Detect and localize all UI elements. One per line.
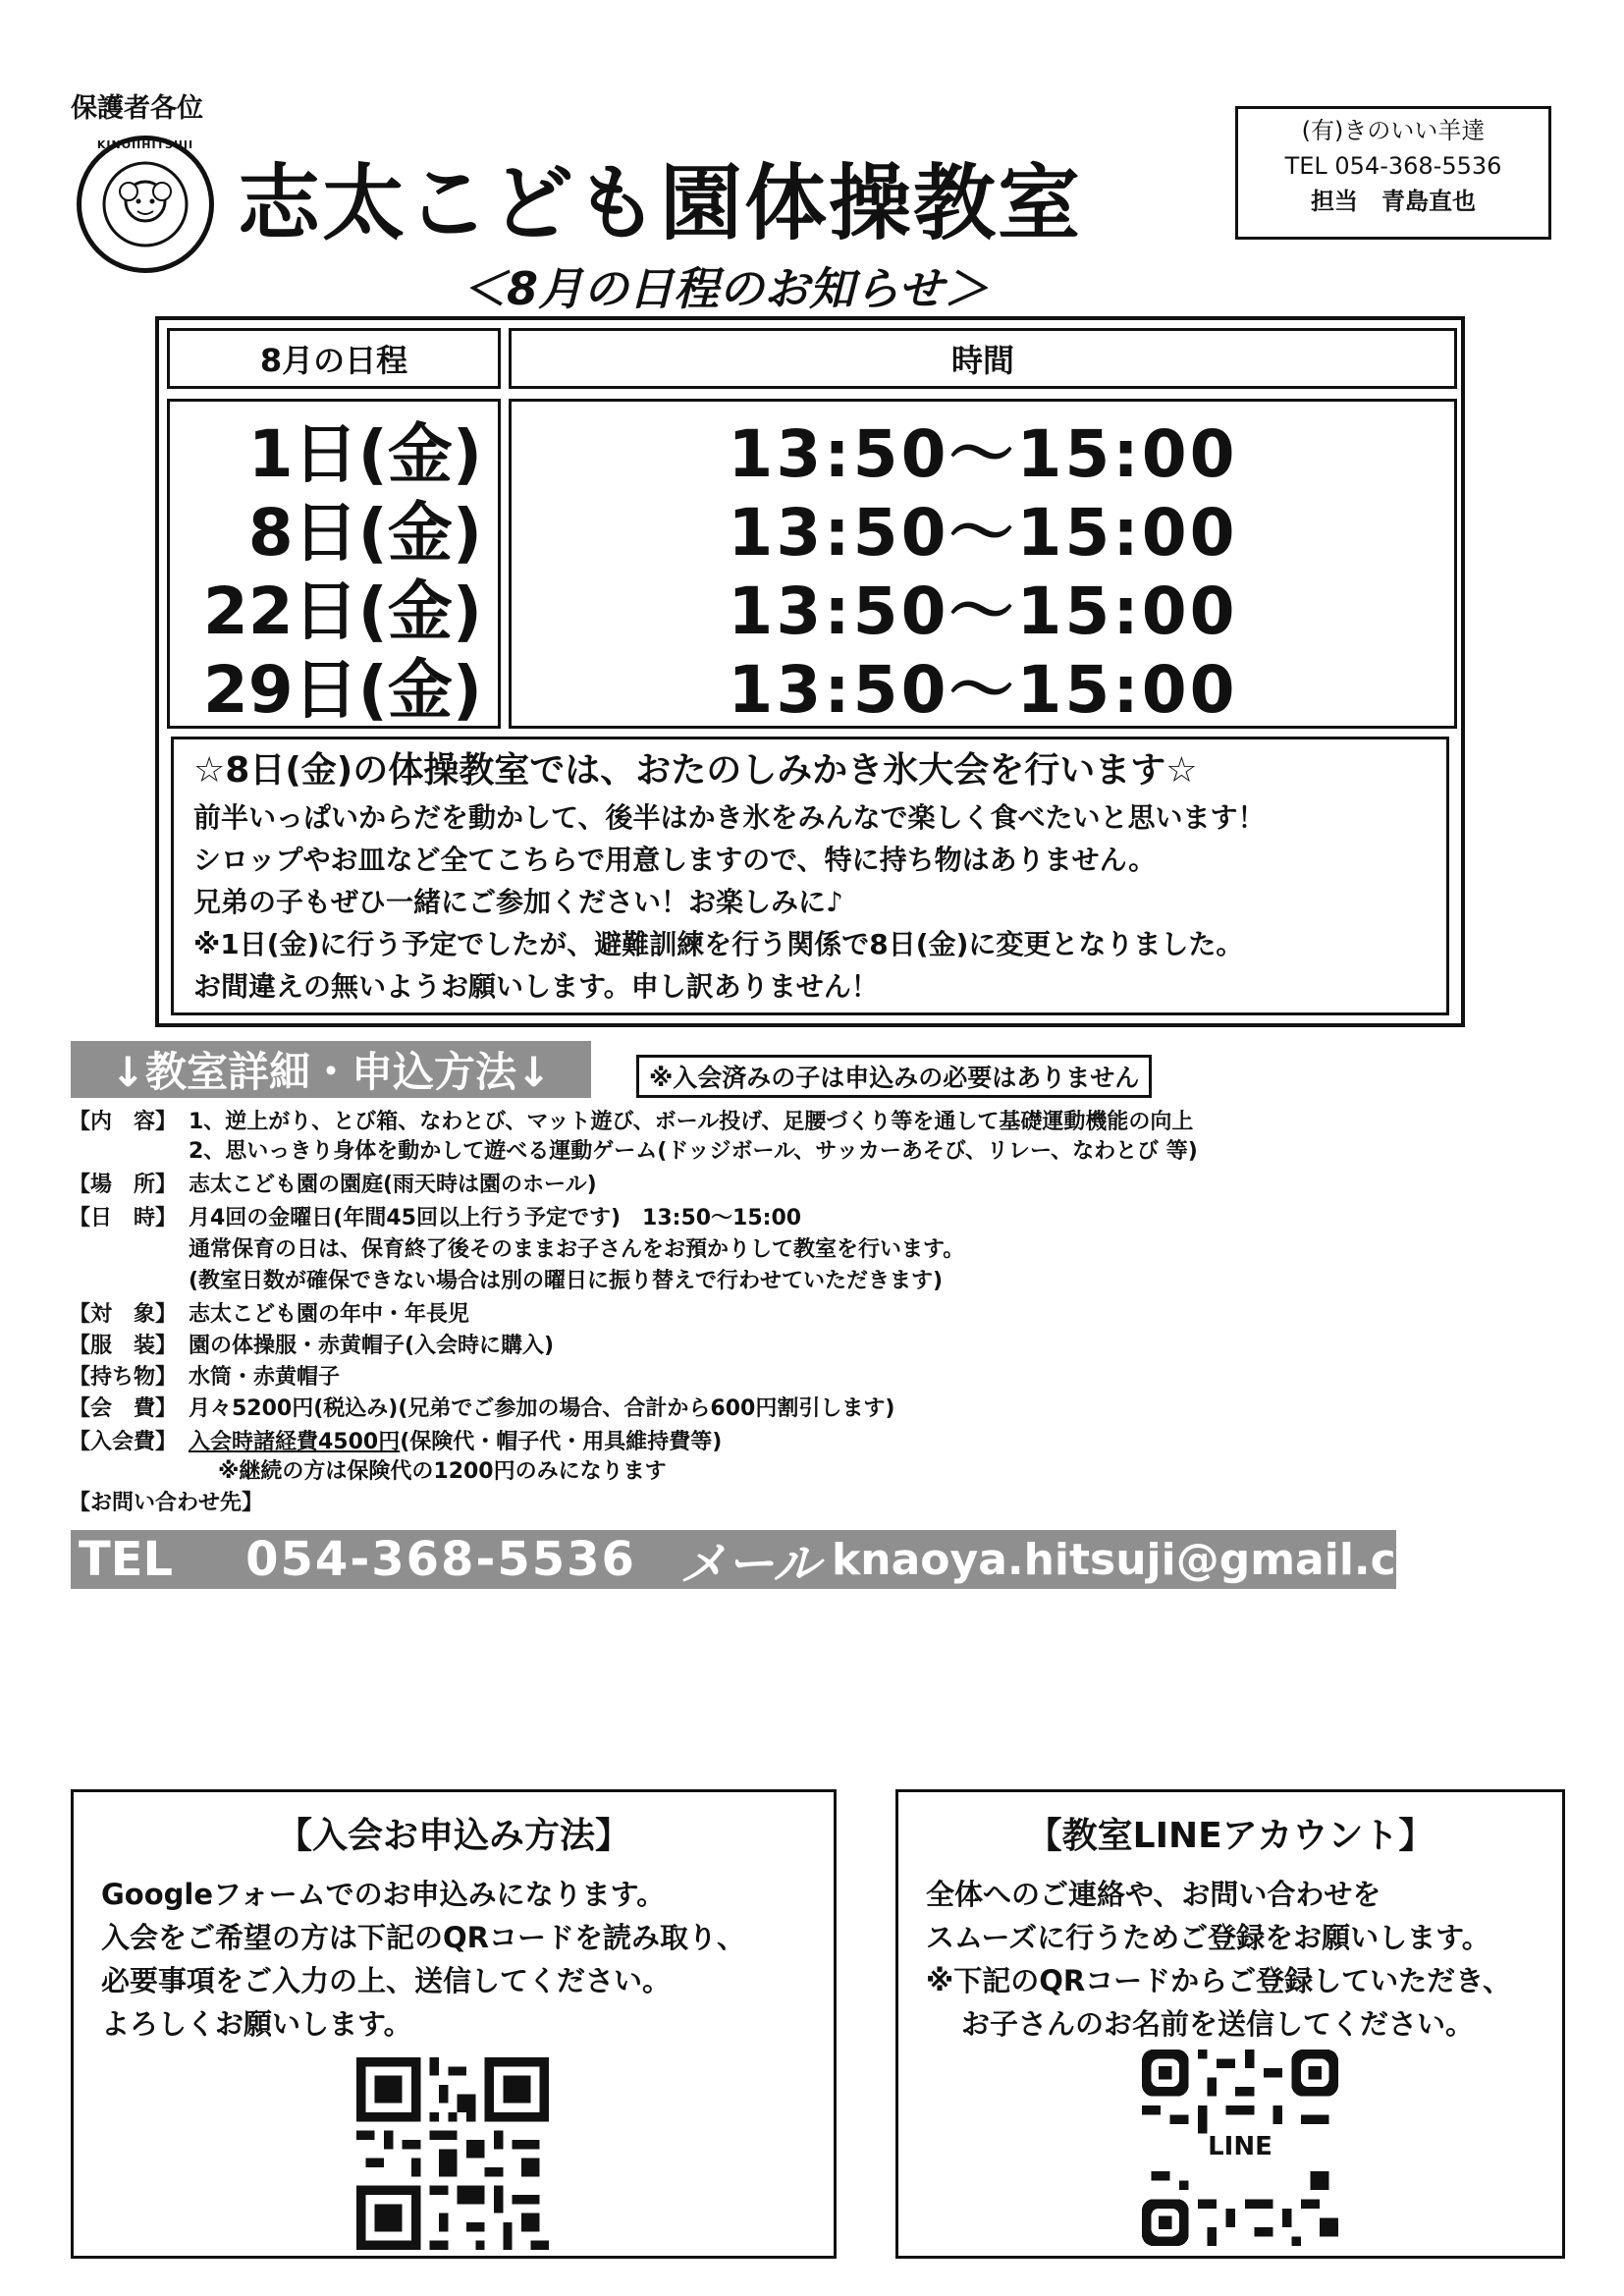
line-account-line: ※下記のQRコードからご登録していただき、 [926,1964,1512,1997]
event-notice-box [171,737,1449,1015]
detail-row [69,1108,1193,1137]
join-method-title: 【入会お申込み方法】 [276,1816,630,1856]
company-tel: TEL 054-368-5536 [1284,152,1502,180]
company-info-box [1235,106,1551,240]
event-notice-line: ※1日(金)に行う予定でしたが、避難訓練を行う関係で8日(金)に変更となりました。 [193,928,1244,960]
event-notice-line: お間違えの無いようお願いします。申し訳ありません！ [193,970,879,1003]
detail-label: 【対 象】 [69,1302,178,1327]
detail-row [69,1300,469,1330]
entry-fee-note: ※継続の方は保険代の1200円のみになります [218,1459,667,1484]
entry-fee-breakdown: (保険代・帽子代・用具維持費等) [400,1430,723,1454]
detail-value: 1、逆上がり、とび箱、なわとび、マット遊び、ボール投げ、足腰づくり等を通して基礎運動機能の向上 [189,1110,1194,1134]
detail-value: (教室日数が確保できない場合は別の曜日に振り替えで行わせていただきます) [189,1269,944,1293]
details-note: ※入会済みの子は申込みの必要はありません [636,1055,1152,1098]
schedule-date-column [167,399,501,729]
detail-label: 【持ち物】 [69,1365,178,1390]
schedule-time: 13:50〜15:00 [728,416,1238,492]
join-method-line: Googleフォームでのお申込みになります。 [101,1878,666,1911]
inquiry-label: 【お問い合わせ先】 [69,1491,264,1515]
page-title: 志太こども園体操教室 [238,155,1083,251]
detail-label: 【日 時】 [69,1206,178,1230]
detail-label: 【入会費】 [69,1430,178,1454]
logo-text: KINOIIHITSUJI [96,138,194,151]
join-method-box [71,1789,837,2259]
line-account-line: お子さんのお名前を送信してください。 [961,2007,1475,2041]
join-method-line: よろしくお願いします。 [101,2007,412,2041]
schedule-time-column [509,399,1457,729]
detail-row-fee [69,1428,722,1457]
event-notice-line: シロップやお皿など全てこちらで用意しますので、特に持ち物はありません。 [193,844,1157,876]
schedule-time: 13:50〜15:00 [728,495,1238,571]
detail-value: 志太こども園の年中・年長児 [189,1302,470,1327]
detail-label: 【内 容】 [69,1110,178,1134]
detail-label: 【場 所】 [69,1173,178,1197]
detail-value: 園の体操服・赤黄帽子(入会時に購入) [189,1334,555,1358]
join-method-line: 入会をご希望の方は下記のQRコードを読み取り、 [101,1921,745,1954]
schedule-date: 1日(金) [247,416,482,492]
detail-value: 通常保育の日は、保育終了後そのままお子さんをお預かりして教室を行います。 [189,1237,965,1262]
recipient-text: 保護者各位 [71,93,203,124]
schedule-date: 29日(金) [202,652,482,728]
detail-value: 月4回の金曜日(年間45回以上行う予定です) 13:50〜15:00 [189,1206,802,1230]
line-qr-label: LINE [1208,2132,1272,2161]
schedule-date: 8日(金) [247,495,482,571]
detail-label: 【服 装】 [69,1334,178,1358]
join-method-line: 必要事項をご入力の上、送信してください。 [101,1964,672,1997]
detail-value: 志太こども園の園庭(雨天時は園のホール) [189,1173,597,1197]
page-subtitle: ＜8月の日程のお知らせ＞ [461,262,989,315]
detail-row [69,1363,340,1393]
company-name: (有)きのいい羊達 [1301,117,1486,144]
event-notice-line: 兄弟の子もぜひ一緒にご参加ください！お楽しみに♪ [193,886,843,918]
event-notice-heading: ☆8日(金)の体操教室では、おたのしみかき氷大会を行います☆ [193,750,1198,791]
contact-mail[interactable]: knaoya.hitsuji@gmail.com [832,1534,1471,1585]
line-account-box [895,1789,1565,2259]
contact-tel[interactable]: 054-368-5536 [245,1532,636,1587]
contact-mail-label: メール [678,1536,820,1592]
schedule-header-time: 時間 [509,328,1457,389]
schedule-table [155,316,1465,1027]
company-contact: 担当 青島直也 [1311,188,1476,215]
line-account-title: 【教室LINEアカウント】 [1026,1816,1435,1856]
detail-row [69,1267,943,1296]
contact-tel-label: TEL [79,1532,174,1587]
line-account-line: スムーズに行うためご登録をお願いします。 [926,1921,1490,1954]
google-form-qr-code[interactable] [356,2057,549,2250]
schedule-header-date: 8月の日程 [167,328,501,389]
detail-row [69,1171,597,1200]
entry-fee-value: 入会時諸経費4500円 [189,1430,401,1454]
detail-label: 【会 費】 [69,1396,178,1421]
detail-row [69,1137,1198,1167]
sheep-logo [77,136,214,273]
detail-row [69,1204,801,1233]
event-notice-line: 前半いっぱいからだを動かして、後半はかき氷をみんなで楽しく食べたいと思います！ [193,801,1266,834]
detail-row [69,1394,894,1424]
detail-value: 水筒・赤黄帽子 [189,1365,341,1390]
detail-value: 月々5200円(税込み)(兄弟でご参加の場合、合計から600円割引します) [189,1396,895,1421]
details-section-title: ↓教室詳細・申込方法↓ [71,1041,591,1098]
schedule-time: 13:50〜15:00 [728,652,1238,728]
schedule-date: 22日(金) [202,574,482,649]
schedule-time: 13:50〜15:00 [728,574,1238,649]
detail-row [69,1332,554,1361]
sheep-logo-graphic [81,140,209,268]
line-qr-code[interactable] [1142,2050,1338,2246]
line-account-line: 全体へのご連絡や、お問い合わせを [926,1878,1381,1911]
detail-row [69,1235,964,1265]
contact-bar [71,1530,1471,1592]
detail-value: 2、思いっきり身体を動かして遊べる運動ゲーム(ドッジボール、サッカーあそび、リレー、なわとび 等) [189,1139,1198,1164]
